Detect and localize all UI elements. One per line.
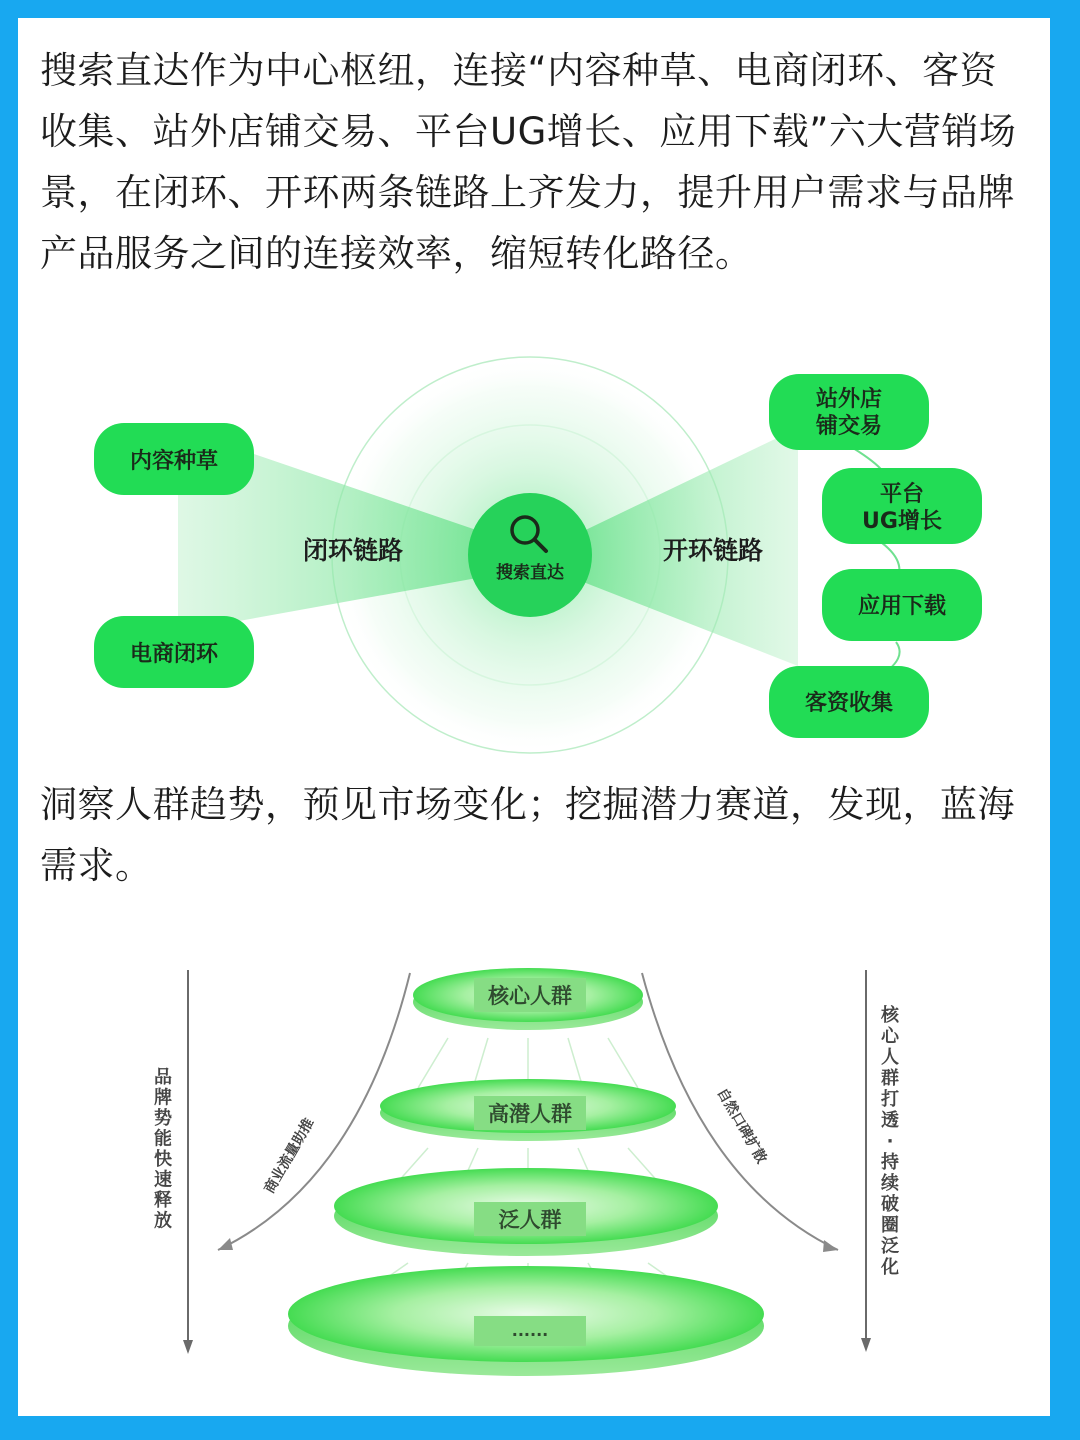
left-curve-label: 商业流量助推	[261, 1115, 318, 1197]
search-hub-center	[468, 493, 592, 617]
left-axis-char: 牌	[154, 1087, 172, 1109]
left-axis-char: 能	[154, 1128, 172, 1150]
node-offsite-store-line1: 站外店	[815, 387, 883, 412]
node-app-download-label: 应用下载	[857, 594, 947, 619]
open-loop-label: 开环链路	[662, 536, 764, 565]
light-rays	[358, 1038, 698, 1298]
left-axis-char: 快	[154, 1149, 172, 1170]
right-axis-char: 打	[881, 1089, 899, 1110]
intro-paragraph: 搜索直达作为中心枢纽，连接“内容种草、电商闭环、客资收集、站外店铺交易、平台UG增长、应用下载”六大营销场景，在闭环、开环两条链路上齐发力，提升用户需求与品牌产品服务之间的连接效率，缩短转化路径。	[40, 49, 1017, 275]
right-axis-char: 续	[881, 1173, 899, 1194]
right-axis-arrow	[861, 970, 871, 1352]
closed-loop-label: 闭环链路	[302, 536, 404, 565]
left-axis-char: 放	[154, 1210, 172, 1232]
node-ecommerce-loop-label: 电商闭环	[129, 642, 219, 667]
layer-label-base: ......	[511, 1321, 549, 1340]
content-card	[18, 18, 1050, 1416]
insight-paragraph: 洞察人群趋势，预见市场变化；挖掘潜力赛道，发现，蓝海需求。	[40, 783, 1015, 887]
right-axis-char: ·	[886, 1131, 894, 1152]
right-axis-char: 化	[881, 1257, 899, 1278]
right-axis-char: 持	[881, 1152, 899, 1173]
left-axis-char: 势	[154, 1108, 172, 1129]
search-hub-diagram	[18, 336, 1050, 756]
right-axis-char: 核	[881, 1005, 899, 1026]
right-curve-label: 自然口碑扩散	[713, 1085, 770, 1167]
layer-label-core: 核心人群	[488, 984, 572, 1008]
right-axis-char: 群	[881, 1068, 899, 1089]
node-platform-ug-line1: 平台	[879, 482, 925, 507]
right-axis-char: 圈	[881, 1215, 899, 1236]
node-offsite-store-line2: 铺交易	[815, 414, 883, 439]
audience-funnel-diagram	[18, 938, 1050, 1398]
left-axis-char: 速	[154, 1169, 172, 1191]
right-axis-char: 透	[881, 1110, 899, 1131]
right-axis-char: 泛	[881, 1236, 899, 1257]
node-lead-collection-label: 客资收集	[804, 691, 894, 716]
right-axis-char: 人	[881, 1047, 899, 1068]
search-hub-label: 搜索直达	[496, 563, 564, 583]
node-content-seeding-label: 内容种草	[129, 449, 219, 474]
right-axis-char: 破	[881, 1194, 899, 1215]
left-axis-label	[154, 1067, 172, 1232]
left-axis-char: 品	[154, 1067, 172, 1088]
right-axis-char: 心	[881, 1026, 899, 1047]
node-platform-ug-line2: UG增长	[862, 509, 942, 534]
left-axis-char: 释	[154, 1190, 172, 1211]
left-axis-arrow	[183, 970, 193, 1354]
layer-label-broad: 泛人群	[498, 1208, 562, 1232]
right-axis-label	[880, 1004, 900, 1278]
layer-label-potential: 高潜人群	[488, 1102, 572, 1126]
